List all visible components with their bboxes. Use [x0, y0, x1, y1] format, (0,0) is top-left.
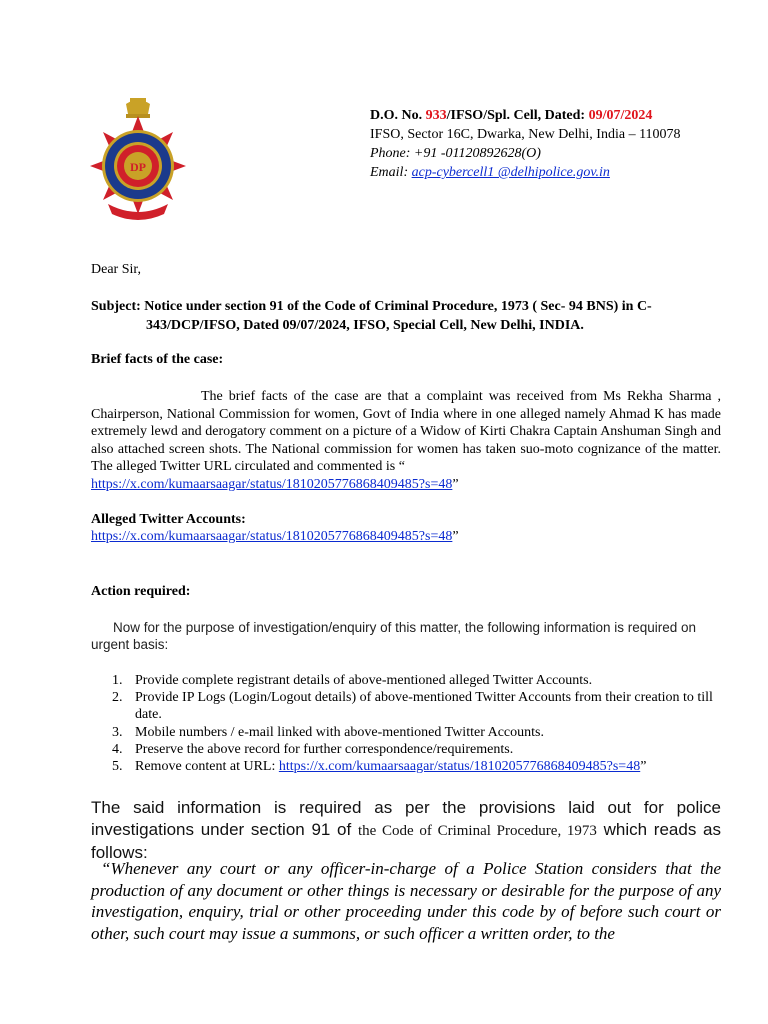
office-address: IFSO, Sector 16C, Dwarka, New Delhi, India – 110078 — [370, 127, 681, 142]
list-item: 2. Provide IP Logs (Login/Logout details) of above-mentioned Twitter Accounts from their creation to till date. — [112, 690, 713, 723]
accounts-link-line: https://x.com/kumaarsaagar/status/1810205776868409485?s=48” — [91, 529, 459, 544]
provision-paragraph: The said information is required as per the provisions laid out for police investigations under section 91 of the Code of Criminal Procedure, 1973 which reads as follows: — [91, 798, 721, 862]
action-list — [108, 672, 728, 775]
account-link[interactable]: https://x.com/kumaarsaagar/status/1810205776868409485?s=48 — [91, 529, 453, 544]
do-number: 933 — [425, 108, 447, 123]
phone-line: Phone: +91 -01120892628(O) — [370, 146, 541, 161]
delhi-police-seal — [86, 96, 190, 224]
do-number-line: D.O. No. 933/IFSO/Spl. Cell, Dated: 09/07/2024 — [370, 108, 653, 123]
remove-content-link[interactable]: https://x.com/kumaarsaagar/status/1810205776868409485?s=48 — [278, 759, 641, 775]
subject-line-2: 343/DCP/IFSO, Dated 09/07/2024, IFSO, Special Cell, New Delhi, INDIA. — [146, 318, 584, 333]
email-link[interactable]: acp-cybercell1 @delhipolice.gov.in — [411, 165, 610, 180]
subject — [91, 297, 721, 335]
section-91-quote: “Whenever any court or any officer-in-charge of a Police Station considers that the production of any document or other things is necessary or desirable for the purpose of any investigation, enquiry, trial or other proceeding under this code by of before such court or other, such court may issue a summons, or such officer a written order, to the — [91, 859, 721, 943]
accounts-title: Alleged Twitter Accounts: — [91, 512, 246, 527]
list-item: 5. Remove content at URL: https://x.com/kumaarsaagar/status/1810205776868409485?s=48” — [112, 759, 647, 775]
purpose-paragraph: Now for the purpose of investigation/enquiry of this matter, the following information is required on urgent basis: — [91, 620, 697, 652]
brief-facts-body: The brief facts of the case are that a complaint was received from Ms Rekha Sharma , Chairperson, National Commission for women, Govt of India where in one alleged namely Ahmad K has made extremely lewd and derogatory comment on a picture of a Widow of Kirti Chakra Captain Anshuman Singh and also attached screen shots. The National commission for women has taken suo-moto cognizance of the matter. The alleged Twitter URL circulated and commented is “ https://x.com/kumaarsaagar/status/1810205776868409485?s=48” — [91, 389, 721, 492]
do-date: 09/07/2024 — [588, 108, 653, 123]
letter-header — [370, 106, 750, 182]
subject-line-1: Subject: Notice under section 91 of the Code of Criminal Procedure, 1973 ( Sec- 94 BNS) in C- — [91, 299, 652, 314]
list-item: 1. Provide complete registrant details of above-mentioned alleged Twitter Accounts. — [112, 673, 593, 688]
action-title: Action required: — [91, 584, 191, 599]
salutation: Dear Sir, — [91, 262, 141, 277]
list-item: 4. Preserve the above record for further correspondence/requirements. — [112, 741, 514, 757]
tweet-link[interactable]: https://x.com/kumaarsaagar/status/1810205776868409485?s=48 — [91, 476, 453, 492]
brief-facts-title: Brief facts of the case: — [91, 352, 224, 367]
list-item: 3. Mobile numbers / e-mail linked with above-mentioned Twitter Accounts. — [112, 724, 544, 740]
email-line: Email: acp-cybercell1 @delhipolice.gov.in — [370, 165, 610, 180]
ashoka-emblem-icon — [126, 98, 150, 118]
seal-monogram: DP — [130, 160, 146, 174]
